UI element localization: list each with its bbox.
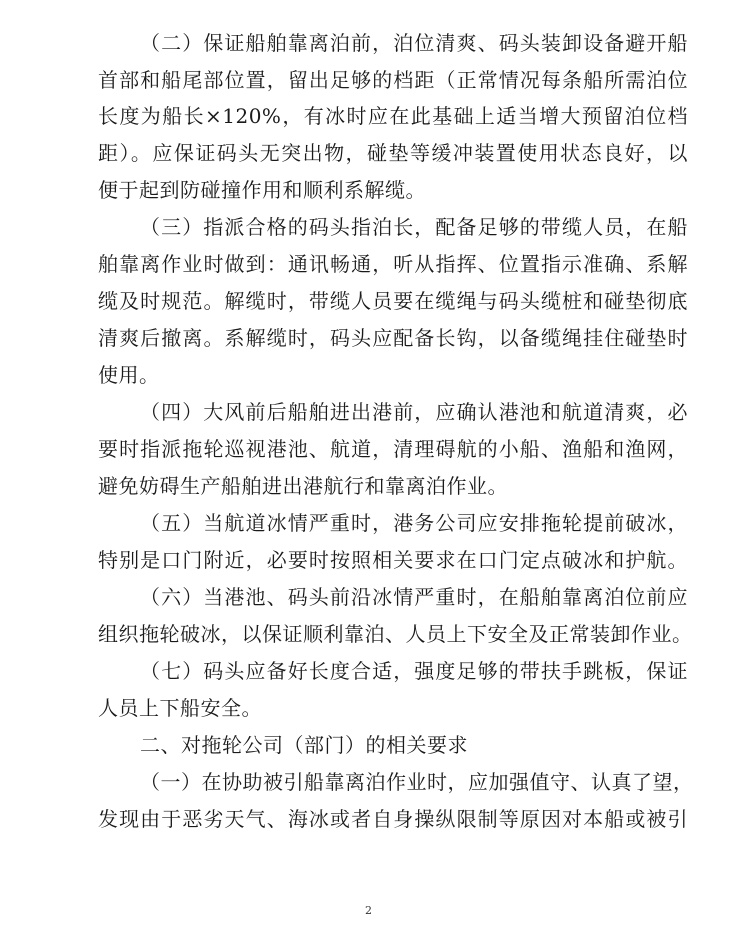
text-line: 舶靠离作业时做到：通讯畅通，听从指挥、位置指示准确、系解: [98, 252, 688, 276]
text-line: 人员上下船安全。: [98, 696, 262, 720]
text-line: （六）当港池、码头前沿冰情严重时，在船舶靠离泊位前应: [140, 585, 688, 609]
text-line: 特别是口门附近，必要时按照相关要求在口门定点破冰和护航。: [98, 548, 688, 572]
text-line: 发现由于恶劣天气、海冰或者自身操纵限制等原因对本船或被引: [98, 807, 688, 831]
text-line: 距）。应保证码头无突出物，碰垫等缓冲装置使用状态良好，以: [98, 141, 688, 165]
text-line: （一）在协助被引船靠离泊作业时，应加强值守、认真了望，: [140, 770, 694, 794]
text-line: 长度为船长×120%，有冰时应在此基础上适当增大预留泊位档: [98, 104, 688, 128]
text-line: 清爽后撤离。系解缆时，码头应配备长钩，以备缆绳挂住碰垫时: [98, 326, 688, 350]
text-line: 避免妨碍生产船舶进出港航行和靠离泊作业。: [98, 474, 508, 498]
text-line: 首部和船尾部位置，留出足够的档距（正常情况每条船所需泊位: [98, 68, 688, 92]
text-line: （四）大风前后船舶进出港前，应确认港池和航道清爽，必: [140, 400, 688, 424]
page-number: 2: [365, 904, 372, 917]
text-line: 组织拖轮破冰，以保证顺利靠泊、人员上下安全及正常装卸作业。: [98, 622, 693, 646]
text-line: 要时指派拖轮巡视港池、航道，清理碍航的小船、渔船和渔网，: [98, 437, 688, 461]
text-line: （七）码头应备好长度合适，强度足够的带扶手跳板，保证: [140, 659, 688, 683]
section-heading: 二、对拖轮公司（部门）的相关要求: [140, 733, 468, 757]
text-line: 便于起到防碰撞作用和顺利系解缆。: [98, 178, 426, 202]
text-line: （二）保证船舶靠离泊前，泊位清爽、码头装卸设备避开船: [140, 31, 688, 55]
text-line: 使用。: [98, 363, 160, 387]
text-line: （三）指派合格的码头指泊长，配备足够的带缆人员，在船: [140, 215, 688, 239]
text-line: 缆及时规范。解缆时，带缆人员要在缆绳与码头缆桩和碰垫彻底: [98, 289, 688, 313]
text-line: （五）当航道冰情严重时，港务公司应安排拖轮提前破冰，: [140, 511, 688, 535]
